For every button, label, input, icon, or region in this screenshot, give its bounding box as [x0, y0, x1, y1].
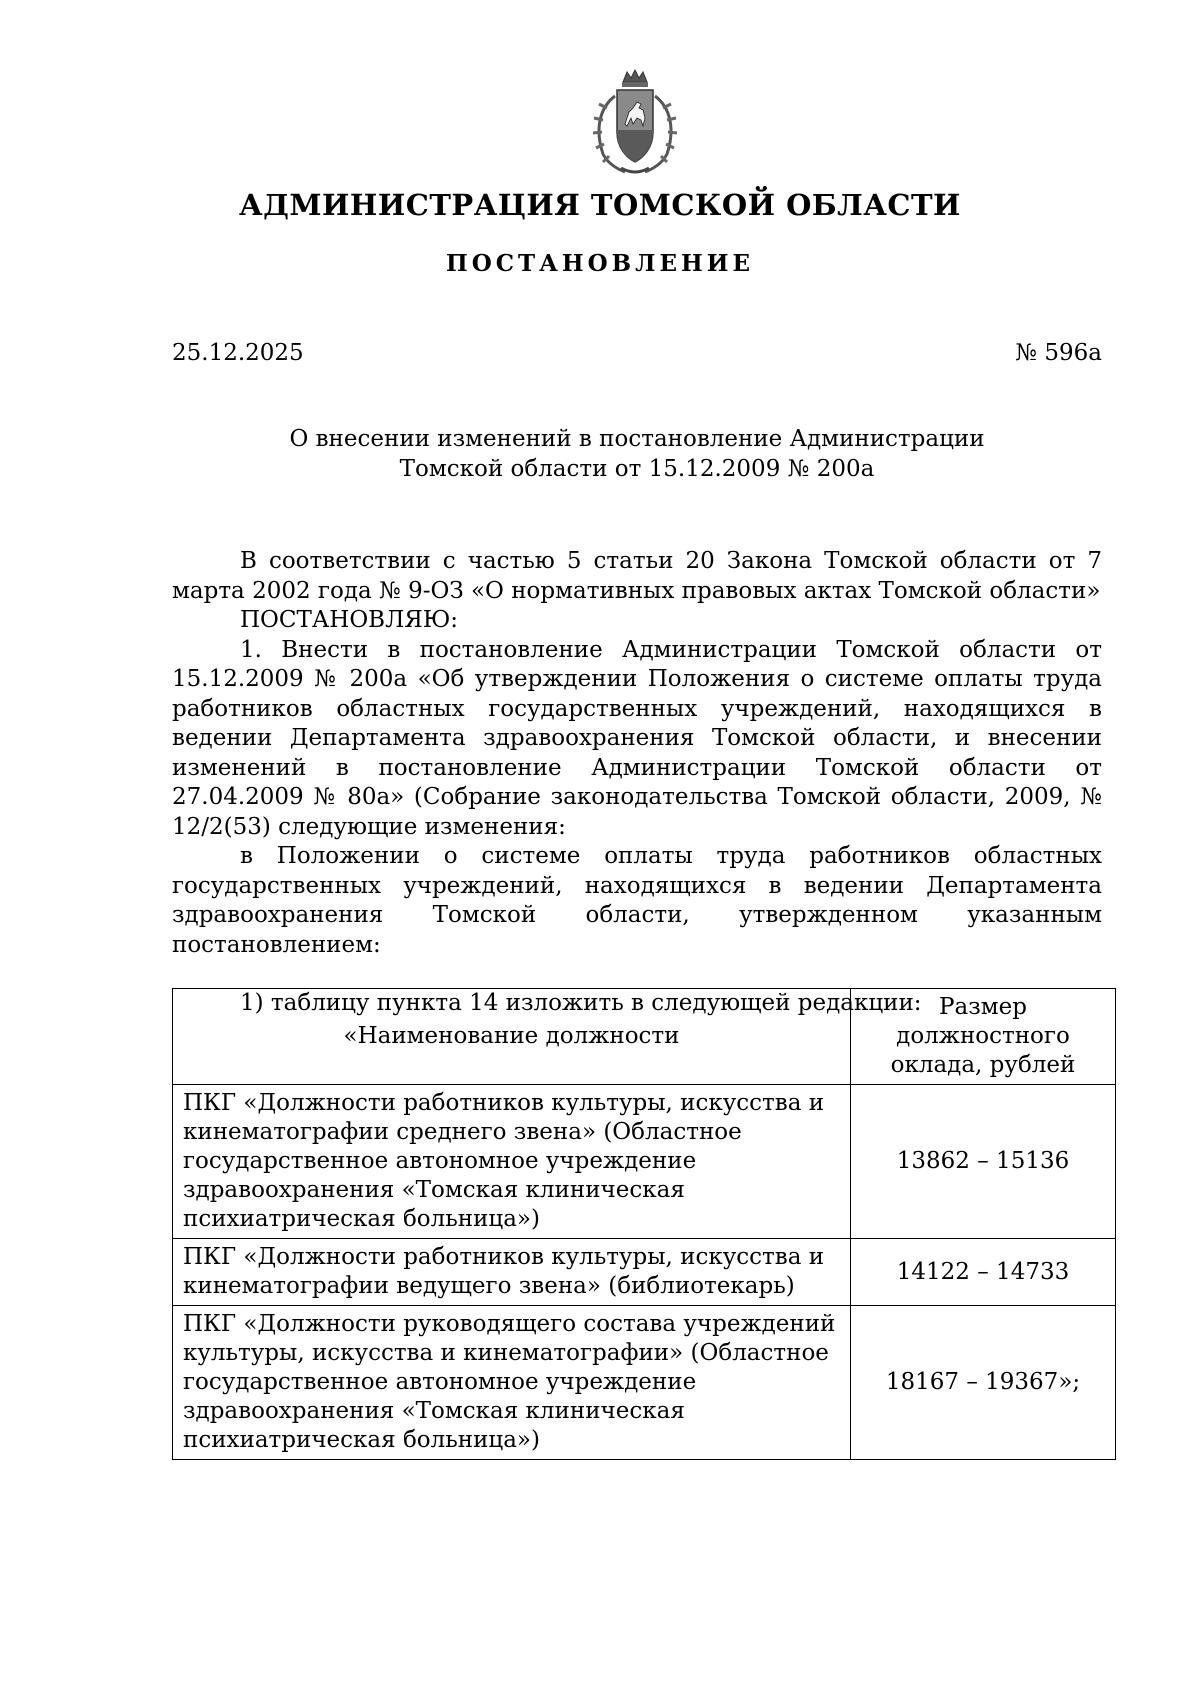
table-row — [173, 1239, 1116, 1306]
table-row — [173, 1085, 1116, 1239]
document-type-title: ПОСТАНОВЛЕНИЕ — [446, 250, 754, 277]
document-body — [172, 547, 1102, 1019]
regulation-paragraph: в Положении о системе оплаты труда работников областных государственных учреждений, находящихся в ведении Департамента здравоохранения Томской области, утвержденном указанным постановлением: — [172, 843, 1102, 958]
document-number: № 596а — [1015, 340, 1102, 366]
document-subject — [172, 424, 1102, 484]
subject-line-1: О внесении изменений в постановление Администрации — [289, 426, 985, 452]
row-salary: 14122 – 14733 — [851, 1239, 1116, 1306]
resolve-heading: ПОСТАНОВЛЯЮ: — [240, 607, 459, 633]
table-header-row — [173, 989, 1116, 1085]
table-intro-paragraph: 1) таблицу пункта 14 изложить в следующей редакции: — [240, 990, 922, 1016]
salary-table — [172, 988, 1116, 1460]
organization-title: АДМИНИСТРАЦИЯ ТОМСКОЙ ОБЛАСТИ — [239, 188, 961, 222]
tomsk-coat-of-arms-icon — [585, 68, 685, 178]
clause-1-paragraph: 1. Внести в постановление Администрации Томской области от 15.12.2009 № 200а «Об утверждении Положения о системе оплаты труда работников областных государственных учреждений, находящихся в ведении Департамента здравоохранения Томской области, и внесении изменений в постановление Администрации Томской области от 27.04.2009 № 80а» (Собрание законодательства Томской области, 2009, № 12/2(53) следующие изменения: — [172, 636, 1102, 840]
preamble-paragraph: В соответствии с частью 5 статьи 20 Закона Томской области от 7 марта 2002 года № 9-ОЗ «О нормативных правовых актах Томской области» — [172, 548, 1102, 604]
row-salary: 18167 – 19367»; — [851, 1306, 1116, 1460]
row-position: ПКГ «Должности руководящего состава учреждений культуры, искусства и кинематографии» (Областное государственное автономное учреждение здравоохранения «Томская клиническая психиатрическая больница») — [173, 1306, 851, 1460]
header-position: «Наименование должности — [173, 989, 851, 1085]
header-salary: Размер должностного оклада, рублей — [851, 989, 1116, 1085]
document-date: 25.12.2025 — [172, 340, 304, 366]
row-salary: 13862 – 15136 — [851, 1085, 1116, 1239]
row-position: ПКГ «Должности работников культуры, искусства и кинематографии ведущего звена» (библиотекарь) — [173, 1239, 851, 1306]
subject-line-2: Томской области от 15.12.2009 № 200а — [399, 456, 875, 482]
table-row — [173, 1306, 1116, 1460]
row-position: ПКГ «Должности работников культуры, искусства и кинематографии среднего звена» (Областное государственное автономное учреждение здравоохранения «Томская клиническая психиатрическая больница») — [173, 1085, 851, 1239]
